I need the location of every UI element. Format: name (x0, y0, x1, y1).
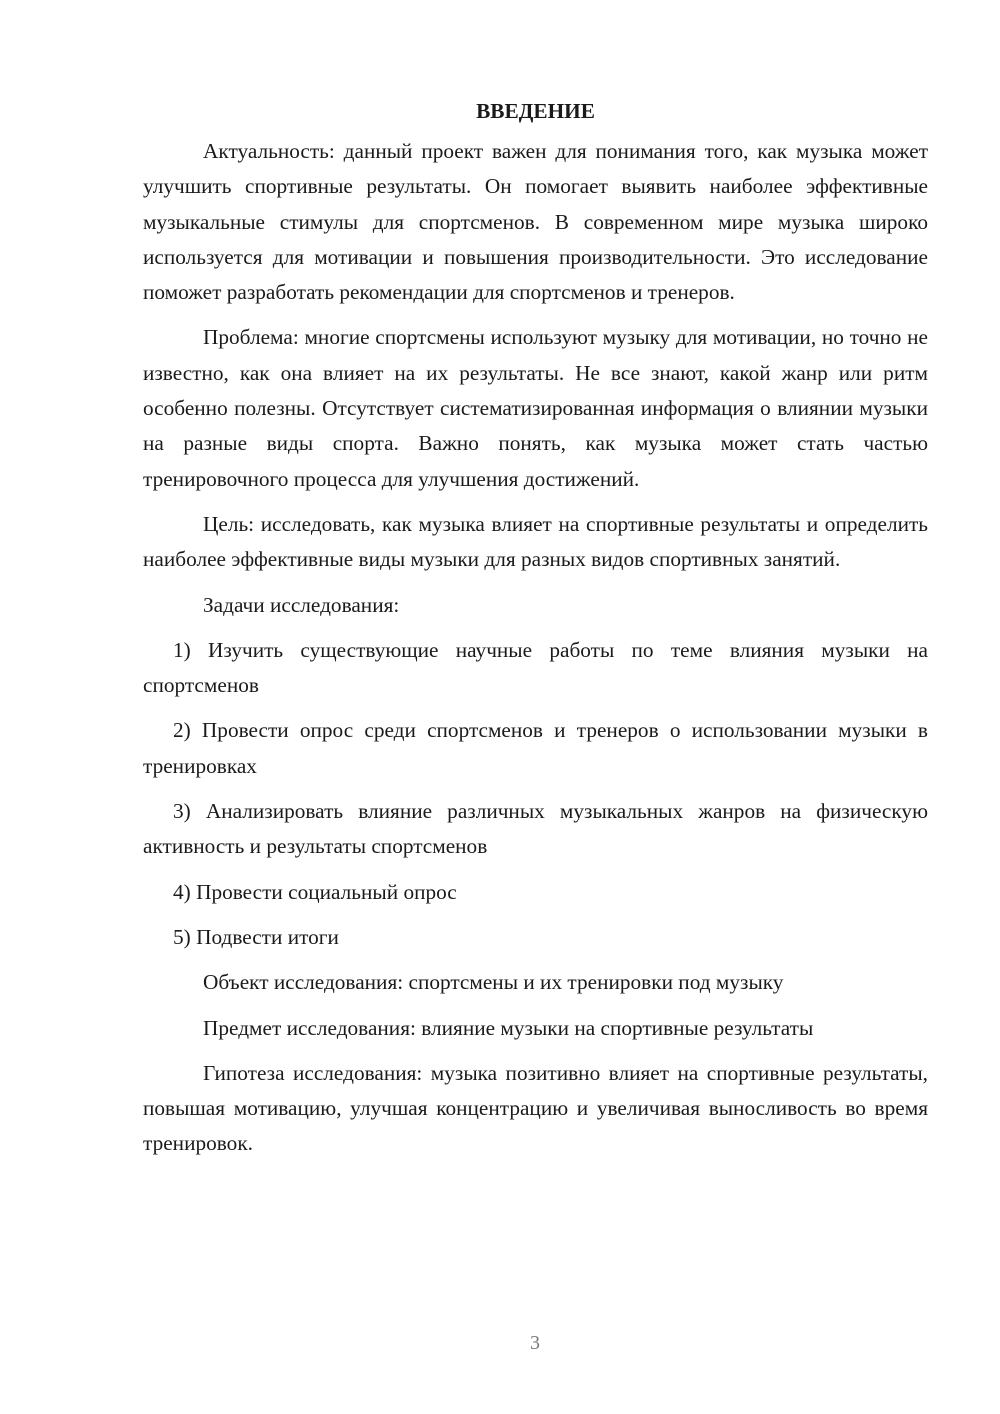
task-item: 3) Анализировать влияние различных музыкальных жанров на физическую активность и результаты спортсменов (143, 799, 928, 859)
task-item: 4) Провести социальный опрос (173, 879, 457, 904)
relevance-paragraph: Актуальность: данный проект важен для понимания того, как музыка может улучшить спортивные результаты. Он помогает выявить наиболее эффективные музыкальные стимулы для спортсменов. В современном мире музыка широко используется для мотивации и повышения производительности. Это исследование поможет разработать рекомендации для спортсменов и тренеров. (143, 139, 928, 305)
page-number: 3 (530, 1332, 540, 1354)
object-line: Объект исследования: спортсмены и их тренировки под музыку (203, 970, 784, 995)
task-item: 5) Подвести итоги (173, 924, 339, 949)
subject-line: Предмет исследования: влияние музыки на спортивные результаты (203, 1015, 814, 1040)
document-page (143, 94, 928, 1172)
problem-paragraph: Проблема: многие спортсмены используют музыку для мотивации, но точно не известно, как она влияет на их результаты. Не все знают, какой жанр или ритм особенно полезны. Отсутствует систематизированная информация о влиянии музыки на разные виды спорта. Важно понять, как музыка может стать частью тренировочного процесса для улучшения достижений. (143, 325, 928, 491)
goal-paragraph: Цель: исследовать, как музыка влияет на спортивные результаты и определить наиболее эффективные виды музыки для разных видов спортивных занятий. (143, 511, 928, 572)
section-title: ВВЕДЕНИЕ (476, 99, 595, 123)
task-item: 2) Провести опрос среди спортсменов и тренеров о использовании музыки в тренировках (143, 718, 928, 778)
task-item: 1) Изучить существующие научные работы по теме влияния музыки на спортсменов (143, 637, 928, 698)
tasks-heading: Задачи исследования: (203, 592, 400, 617)
hypothesis-paragraph: Гипотеза исследования: музыка позитивно влияет на спортивные результаты, повышая мотивацию, улучшая концентрацию и увеличивая выносливость во время тренировок. (143, 1060, 928, 1156)
